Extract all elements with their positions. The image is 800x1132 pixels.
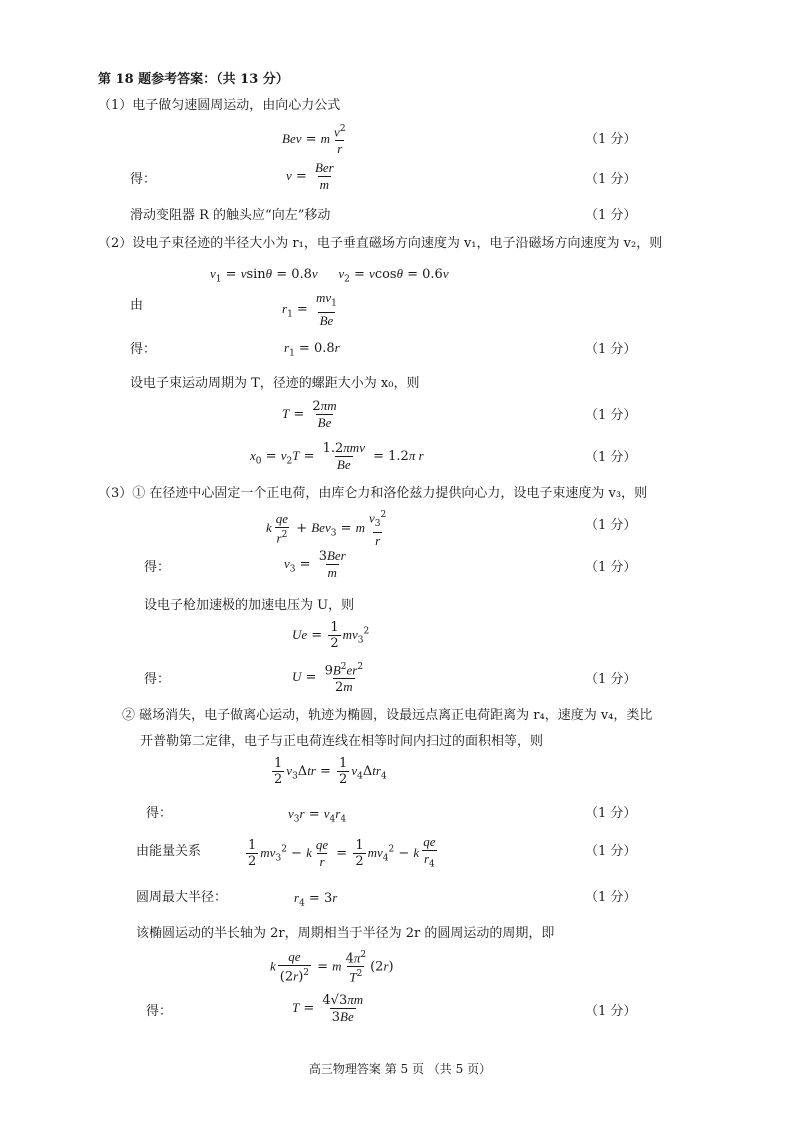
equation-energy: $\frac{1}{2}$ $mv_3^2 - k$ $\frac{qe}{r}$ = $\frac{1}{2}$ $mv_4^2 - k$ $\frac{qe}{r_4}$: [244, 834, 439, 873]
part2-intro: （2）设电子束径迹的半径大小为 r₁，电子垂直磁场方向速度为 v₁，电子沿磁场方向速度为 v₂，则: [98, 236, 663, 251]
equation-bev: Bev = m $\frac{v^2}{r}$: [282, 124, 346, 157]
equation-v3r: $v_3r = v_4r_4$: [288, 806, 347, 825]
equation-v1-v2: $v_1 = vsin\theta = 0.8v$ $v_2 = vcos\theta = 0.6v$: [210, 266, 449, 285]
part3-intro: （3）① 在径迹中心固定一个正电荷，由库仑力和洛伦兹力提供向心力，设电子束速度为 v₃，则: [98, 486, 648, 501]
equation-v: v = $\frac{\text{Ber}}{m}$: [286, 160, 334, 192]
score-label: （1 分）: [585, 450, 637, 465]
equation-pitch: $x_0 = v_2T$ = $\frac{\text{1.2πmv}}{Be}$ = 1.2π r: [250, 440, 424, 472]
de-label: 得：: [144, 672, 171, 687]
equation-u: U = $\frac{9B^2er^2}{2m}$: [292, 662, 364, 696]
score-label: （1 分）: [585, 208, 637, 223]
equation-r1-value: $r_1 = 0.8r$: [284, 340, 340, 359]
slider-direction-text: 滑动变阻器 R 的触头应“向左”移动: [130, 208, 331, 223]
max-radius-label: 圆周最大半径：: [136, 890, 228, 905]
score-label: （1 分）: [585, 408, 637, 423]
page-footer: 高三物理答案 第 5 页 （共 5 页）: [308, 1062, 492, 1076]
de-label: 得：: [144, 560, 171, 575]
period-intro: 设电子束运动周期为 T，径迹的螺距大小为 x₀，则: [130, 376, 420, 391]
score-label: （1 分）: [585, 560, 637, 575]
part3-b-line2: 开普勒第二定律，电子与正电荷连线在相等时间内扫过的面积相等，则: [140, 734, 544, 749]
voltage-intro: 设电子枪加速极的加速电压为 U，则: [144, 598, 355, 613]
equation-t-final: T = $\frac{4√3\pi m}{3Be}$: [292, 992, 364, 1025]
score-label: （1 分）: [585, 172, 637, 187]
equation-r1: $r_1$ = $\frac{mv_1}{Be}$: [282, 290, 337, 328]
score-label: （1 分）: [585, 342, 637, 357]
score-label: （1 分）: [585, 672, 637, 687]
score-label: （1 分）: [585, 1004, 637, 1019]
answer-title: 第 18 题参考答案：（共 13 分）: [98, 72, 289, 87]
score-label: （1 分）: [585, 890, 637, 905]
score-label: （1 分）: [585, 518, 637, 533]
de-label: 得：: [130, 172, 157, 187]
score-label: （1 分）: [585, 132, 637, 147]
score-label: （1 分）: [585, 844, 637, 859]
equation-v3: $v_3$ = $\frac{\text{3Ber}}{m}$: [284, 548, 346, 580]
equation-r4: $r_4 = 3r$: [294, 890, 338, 909]
energy-label: 由能量关系: [136, 844, 202, 859]
you-label: 由: [130, 298, 144, 313]
equation-coulomb-lorentz: k $\frac{qe}{r^2}$ + Bev$_3$ = m $\frac{v_3^2}{r}$: [266, 510, 387, 548]
de-label: 得：: [146, 806, 173, 821]
equation-period: T = $\frac{2\pi m}{Be}$: [282, 398, 337, 430]
score-label: （1 分）: [585, 806, 637, 821]
equation-ue: Ue = $\frac{1}{2}$ $mv_3^2$: [292, 620, 370, 651]
ellipse-intro: 该椭圆运动的半长轴为 2r，周期相当于半径为 2r 的圆周运动的周期，即: [136, 926, 555, 941]
part1-intro: （1）电子做匀速圆周运动，由向心力公式: [98, 98, 341, 113]
de-label: 得：: [130, 342, 157, 357]
equation-ellipse-period: k $\frac{qe}{(2r)^2}$ = m $\frac{4\pi^2}{T^2}$ (2r): [270, 949, 394, 985]
de-label: 得：: [146, 1004, 173, 1019]
equation-kepler: $\frac{1}{2}$ $v_3\Delta tr$ = $\frac{1}{2}$ $v_4\Delta tr_4$: [274, 756, 387, 787]
part3-b-line1: ② 磁场消失，电子做离心运动，轨迹为椭圆，设最远点离正电荷距离为 r₄，速度为 v₄，类比: [122, 708, 653, 723]
